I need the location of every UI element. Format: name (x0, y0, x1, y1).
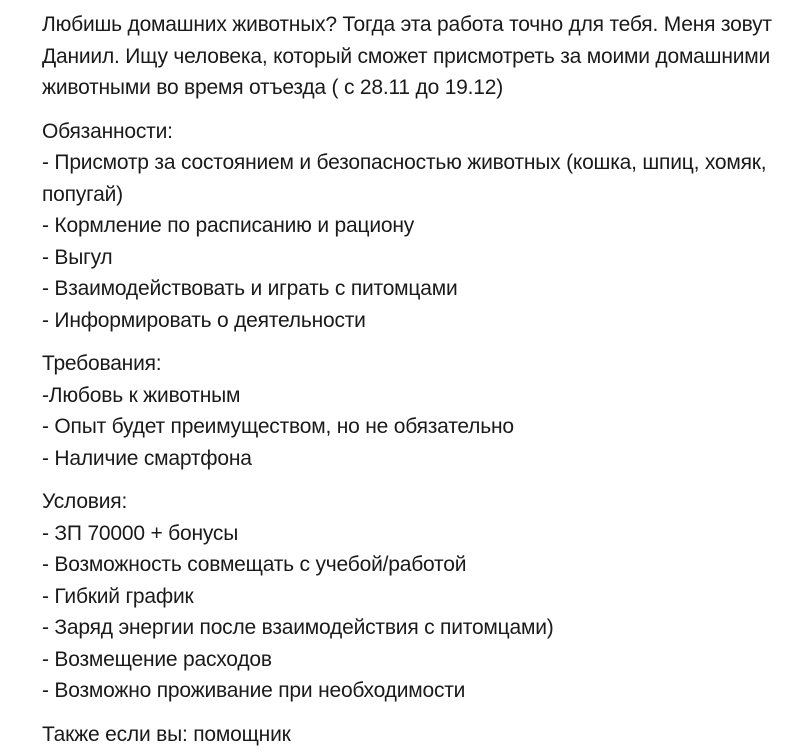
text-line: - Информировать о деятельности (42, 308, 366, 332)
paragraph-intro (42, 9, 770, 104)
text-line: - Взаимодействовать и играть с питомцами (42, 277, 458, 300)
text-line: Обязанности: (42, 119, 173, 143)
text-line: -Любовь к животным (42, 383, 241, 407)
text-line: - Заряд энергии после взаимодействия с питомцами) (42, 616, 554, 639)
text-line: Условия: (42, 490, 128, 513)
text-line: - Наличие смартфона (42, 446, 252, 470)
paragraph-outro (42, 719, 770, 751)
text-line: - Выгул (42, 245, 113, 269)
text-line: - Присмотр за состоянием и безопасностью животных (кошка, шпиц, хомяк, (42, 151, 767, 174)
text-line: - Возмещение расходов (42, 647, 272, 671)
text-line: Также если вы: помощник (42, 722, 291, 746)
paragraph-requirements (42, 348, 770, 474)
document-body (42, 9, 770, 750)
text-line: Любишь домашних животных? Тогда эта работа точно для тебя. Меня зовут (42, 13, 772, 36)
text-line: животными во время отъезда ( с 28.11 до 19.12) (42, 76, 504, 99)
paragraph-conditions (42, 486, 770, 707)
text-line: попугай) (42, 182, 123, 206)
text-line: - Возможность совмещать с учебой/работой (42, 553, 467, 576)
text-line: - ЗП 70000 + бонусы (42, 521, 239, 545)
paragraph-duties (42, 116, 770, 337)
text-line: - Гибкий график (42, 584, 194, 608)
text-line: - Возможно проживание при необходимости (42, 679, 466, 702)
text-line: Требования: (42, 352, 162, 375)
text-line: - Опыт будет преимуществом, но не обязательно (42, 415, 514, 438)
text-line: - Кормление по расписанию и рациону (42, 214, 415, 237)
text-line: Даниил. Ищу человека, который сможет присмотреть за моими домашними (42, 44, 771, 68)
